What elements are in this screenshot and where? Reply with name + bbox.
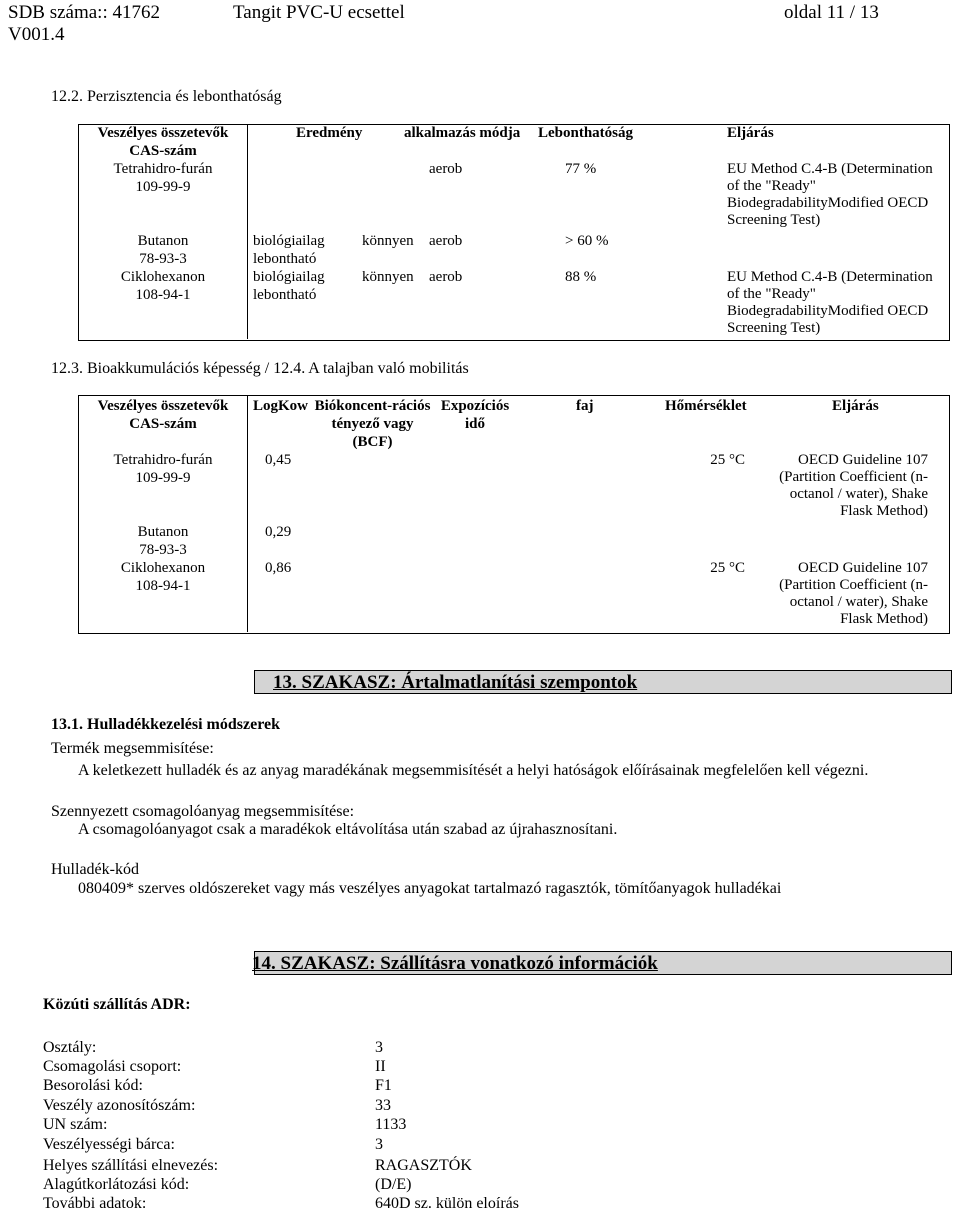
- row2-degradability: > 60 %: [565, 233, 609, 249]
- row2-name: Butanon: [137, 233, 189, 249]
- row3-name: Ciklohexanon: [120, 560, 206, 576]
- row1-cas: 109-99-9: [135, 179, 191, 195]
- col-components: Veszélyes összetevők: [97, 125, 229, 141]
- row2-name: Butanon: [137, 524, 189, 540]
- adr-value-shipping-name: RAGASZTÓK: [375, 1157, 472, 1174]
- row3-procedure: EU Method C.4-B (Determination of the "Ready" BiodegradabilityModified OECD Screening Test): [727, 269, 933, 336]
- sds-number: SDB száma:: 41762: [8, 2, 160, 23]
- row3-name: Ciklohexanon: [120, 269, 206, 285]
- adr-label-shipping-name: Helyes szállítási elnevezés:: [43, 1157, 219, 1174]
- version: V001.4: [8, 24, 65, 45]
- adr-value-additional: 640D sz. külön eloírás: [375, 1195, 519, 1212]
- col-bcf-line3: (BCF): [352, 434, 393, 450]
- adr-value-classification-code: F1: [375, 1077, 392, 1094]
- adr-title: Közúti szállítás ADR:: [43, 996, 191, 1013]
- row2-logkow: 0,29: [265, 524, 292, 540]
- col-degradability: Lebonthatóság: [538, 125, 634, 141]
- row1-name: Tetrahidro-furán: [113, 161, 213, 177]
- packaging-disposal-label: Szennyezett csomagolóanyag megsemmisítése:: [51, 803, 355, 820]
- row3-cas: 108-94-1: [135, 578, 191, 594]
- row3-degradability: 88 %: [565, 269, 597, 285]
- section-14-title: 14. SZAKASZ: Szállításra vonatkozó információk: [252, 953, 658, 974]
- adr-value-tunnel-code: (D/E): [375, 1176, 412, 1193]
- waste-code-text: 080409* szerves oldószereket vagy más veszélyes anyagokat tartalmazó ragasztók, tömítőanyagok hulladékai: [78, 880, 782, 897]
- col-components: Veszélyes összetevők: [97, 398, 229, 414]
- row2-cas: 78-93-3: [139, 251, 187, 267]
- row1-procedure: EU Method C.4-B (Determination of the "Ready" BiodegradabilityModified OECD Screening Test): [727, 161, 933, 228]
- col-temperature: Hőmérséklet: [665, 398, 747, 414]
- row3-result-a: biológiailag: [253, 269, 325, 285]
- row3-logkow: 0,86: [265, 560, 292, 576]
- row1-name: Tetrahidro-furán: [113, 452, 213, 468]
- packaging-disposal-text: A csomagolóanyagot csak a maradékok eltávolítása után szabad az újrahasznosítani.: [78, 821, 618, 838]
- row3-result-c: lebontható: [253, 287, 317, 303]
- col-logkow: LogKow: [253, 398, 309, 414]
- row2-method: aerob: [429, 233, 463, 249]
- adr-label-hazard-label: Veszélyességi bárca:: [43, 1136, 175, 1153]
- col-bcf-line2: tényező vagy: [331, 416, 414, 432]
- col-bcf-line1: Biókoncent-rációs: [314, 398, 431, 414]
- row3-method: aerob: [429, 269, 463, 285]
- row1-logkow: 0,45: [265, 452, 292, 468]
- row1-cas: 109-99-9: [135, 470, 191, 486]
- adr-label-un-number: UN szám:: [43, 1116, 108, 1133]
- adr-label-additional: További adatok:: [43, 1195, 147, 1212]
- row3-cas: 108-94-1: [135, 287, 191, 303]
- row1-procedure: OECD Guideline 107 (Partition Coefficient (n-octanol / water), Shake Flask Method): [779, 452, 928, 519]
- row2-cas: 78-93-3: [139, 542, 187, 558]
- col-result: Eredmény: [296, 125, 363, 141]
- section-12-2-title: 12.2. Perzisztencia és lebonthatóság: [51, 88, 282, 105]
- col-cas: CAS-szám: [129, 143, 197, 159]
- adr-value-hazard-number: 33: [375, 1097, 391, 1114]
- adr-value-packing-group: II: [375, 1058, 386, 1075]
- waste-code-label: Hulladék-kód: [51, 861, 139, 878]
- row3-result-b: könnyen: [362, 269, 414, 285]
- row1-degradability: 77 %: [565, 161, 597, 177]
- col-species: faj: [576, 398, 594, 414]
- col-procedure: Eljárás: [832, 398, 879, 414]
- adr-label-tunnel-code: Alagútkorlátozási kód:: [43, 1176, 190, 1193]
- col-exposure-line1: Expozíciós: [440, 398, 510, 414]
- table-divider: [247, 395, 248, 632]
- page-number: oldal 11 / 13: [784, 2, 879, 23]
- row1-temperature: 25 °C: [710, 452, 745, 468]
- col-method: alkalmazás módja: [404, 125, 521, 141]
- row3-temperature: 25 °C: [710, 560, 745, 576]
- row2-result-a: biológiailag: [253, 233, 325, 249]
- adr-label-class: Osztály:: [43, 1039, 97, 1056]
- adr-value-hazard-label: 3: [375, 1136, 383, 1153]
- section-13-1-title: 13.1. Hulladékkezelési módszerek: [51, 716, 281, 733]
- product-disposal-label: Termék megsemmisítése:: [51, 740, 214, 757]
- row2-result-b: könnyen: [362, 233, 414, 249]
- adr-label-packing-group: Csomagolási csoport:: [43, 1058, 182, 1075]
- product-name: Tangit PVC-U ecsettel: [233, 2, 405, 23]
- col-exposure-line2: idő: [464, 416, 485, 432]
- adr-label-hazard-number: Veszély azonosítószám:: [43, 1097, 196, 1114]
- row3-procedure: OECD Guideline 107 (Partition Coefficient (n-octanol / water), Shake Flask Method): [779, 560, 928, 627]
- product-disposal-text: A keletkezett hulladék és az anyag maradékának megsemmisítését a helyi hatóságok előírásainak megfelelően kell végezni.: [78, 762, 869, 779]
- row1-method: aerob: [429, 161, 463, 177]
- adr-value-un-number: 1133: [375, 1116, 407, 1133]
- table-divider: [247, 124, 248, 339]
- adr-value-class: 3: [375, 1039, 383, 1056]
- col-cas: CAS-szám: [129, 416, 197, 432]
- col-procedure: Eljárás: [727, 125, 774, 141]
- row2-result-c: lebontható: [253, 251, 317, 267]
- section-13-title: 13. SZAKASZ: Ártalmatlanítási szempontok: [273, 672, 638, 693]
- adr-label-classification-code: Besorolási kód:: [43, 1077, 143, 1094]
- section-12-3-title: 12.3. Bioakkumulációs képesség / 12.4. A talajban való mobilitás: [51, 360, 469, 377]
